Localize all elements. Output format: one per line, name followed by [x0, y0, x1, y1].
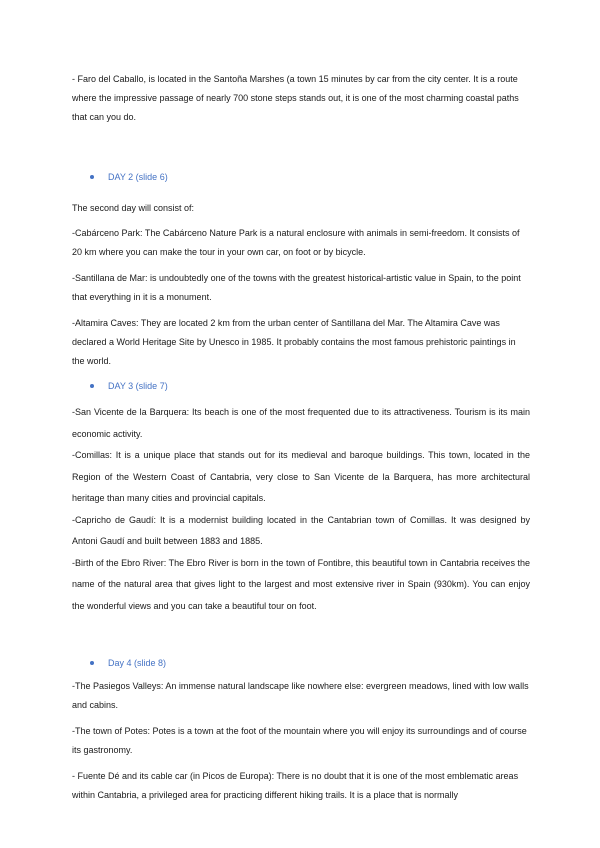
paragraph-fuente-de: - Fuente Dé and its cable car (in Picos de Europa): There is no doubt that it is one of the most emblematic areas within Cantabria, a privileged area for practicing different hiking trails. It is a place that is normally	[72, 771, 519, 800]
day3-heading-label: DAY 3 (slide 7)	[108, 381, 168, 391]
day3-heading	[72, 378, 530, 394]
day4-heading-label: Day 4 (slide 8)	[108, 658, 167, 668]
paragraph-day2-intro: The second day will consist of:	[72, 203, 195, 213]
paragraph-altamira: -Altamira Caves: They are located 2 km from the urban center of Santillana del Mar. The Altamira Cave was declared a World Heritage Site by Unesco in 1985. It probably contains the most famous prehistoric paintings in the world.	[72, 318, 516, 366]
bullet-icon	[90, 175, 94, 179]
bullet-icon	[90, 661, 94, 665]
day4-heading	[72, 655, 530, 671]
paragraph-comillas: -Comillas: It is a unique place that stands out for its medieval and baroque buildings. This town, located in the Region of the Western Coast of Cantabria, very close to San Vicente de la Barquera, has more architectural heritage than many cities and provincial capitals.	[72, 450, 530, 503]
bullet-icon	[90, 384, 94, 388]
paragraph-cabarceno: -Cabárceno Park: The Cabárceno Nature Park is a natural enclosure with animals in semi-freedom. It consists of 20 km where you can make the tour in your own car, on foot or by bicycle.	[72, 228, 520, 257]
paragraph-san-vicente: -San Vicente de la Barquera: Its beach is one of the most frequented due to its attractiveness. Tourism is its main economic activity.	[72, 407, 530, 439]
paragraph-ebro: -Birth of the Ebro River: The Ebro River is born in the town of Fontibre, this beautiful town in Cantabria receives the name of the natural area that gives light to the largest and most extensive river in Spain (930km). You can enjoy the wonderful views and you can take a beautiful tour on foot.	[72, 557, 530, 611]
paragraph-capricho: -Capricho de Gaudí: It is a modernist building located in the Cantabrian town of Comillas. It was designed by Antoni Gaudí and built between 1883 and 1885.	[72, 514, 530, 546]
day2-heading-label: DAY 2 (slide 6)	[108, 172, 168, 182]
paragraph-pasiegos: -The Pasiegos Valleys: An immense natural landscape like nowhere else: evergreen meadows, lined with low walls and cabins.	[72, 681, 529, 710]
document-body	[72, 70, 530, 805]
paragraph-potes: -The town of Potes: Potes is a town at the foot of the mountain where you will enjoy its surroundings and of course its gastronomy.	[72, 726, 527, 755]
paragraph-santillana: -Santillana de Mar: is undoubtedly one of the towns with the greatest historical-artistic value in Spain, to the point that everything in it is a monument.	[72, 273, 521, 302]
paragraph-faro: - Faro del Caballo, is located in the Santoña Marshes (a town 15 minutes by car from the city center. It is a route where the impressive passage of nearly 700 stone steps stands out, it is one of the most charming coastal paths that can you do.	[72, 74, 519, 122]
day2-heading	[72, 169, 530, 185]
